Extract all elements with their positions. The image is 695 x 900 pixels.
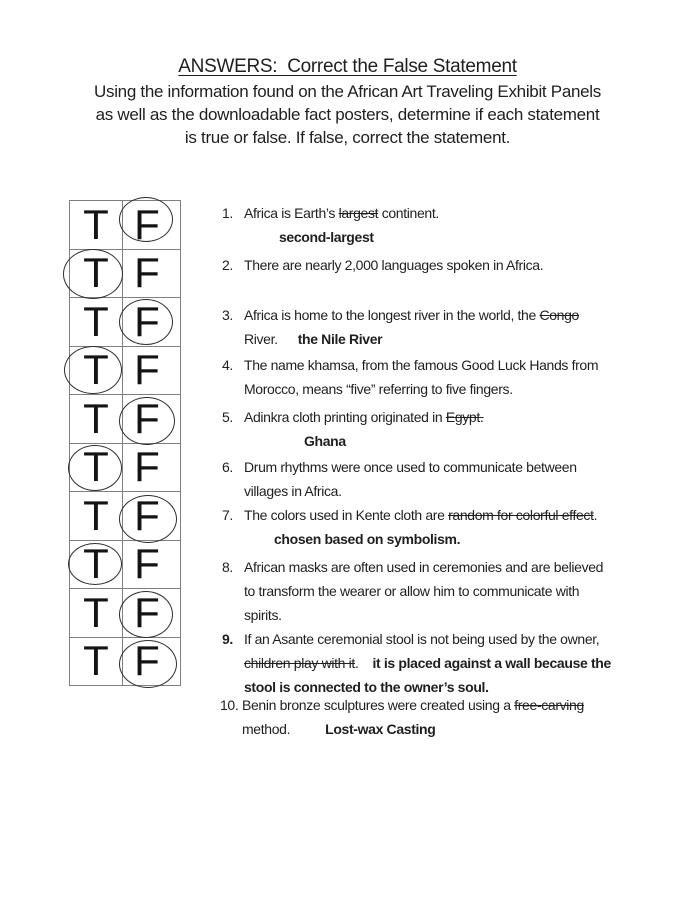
statement-line [244, 405, 690, 429]
correction-text: chosen based on symbolism. [274, 531, 461, 547]
statement-body [244, 503, 690, 551]
struck-text: children play with it [244, 655, 355, 671]
correction-text: Lost-wax Casting [325, 721, 436, 737]
statements-list [220, 201, 690, 741]
statement-line [244, 651, 690, 675]
statement-number: 3. [222, 307, 233, 323]
statement-line [304, 429, 690, 453]
statement-text: Adinkra cloth printing originated in [244, 409, 446, 425]
statement-body [244, 303, 690, 351]
statement [220, 405, 690, 453]
struck-text: largest [338, 205, 379, 221]
statement-text: spirits. [244, 607, 282, 623]
statement-number: 5. [222, 409, 233, 425]
statement [220, 353, 690, 401]
statement [220, 503, 690, 551]
false-cell [123, 541, 181, 590]
instructions-line-3: is true or false. If false, correct the statement. [184, 128, 511, 147]
false-cell [123, 201, 181, 250]
instructions-line-1: Using the information found on the African Art Traveling Exhibit Panels [94, 82, 601, 101]
false-cell [123, 395, 181, 444]
false-label: F [134, 588, 160, 636]
false-cell [123, 347, 181, 396]
answer-row [70, 492, 181, 541]
statement-text: Africa is Earth’s [244, 205, 339, 221]
false-cell [123, 589, 181, 638]
statement-line [242, 693, 690, 717]
answer-row [70, 589, 181, 638]
correction-text: Ghana [304, 433, 346, 449]
false-cell [123, 250, 181, 299]
statement-body [242, 693, 690, 741]
instructions-line-2: as well as the downloadable fact posters, determine if each statement [95, 105, 600, 124]
correction-text: stool is connected to the owner’s soul. [244, 679, 489, 695]
true-label: T [83, 394, 109, 442]
statement-line [244, 503, 690, 527]
statement-text: . [593, 507, 598, 523]
false-label: F [134, 540, 160, 588]
answer-row [70, 250, 181, 299]
statement-text: River. [244, 331, 278, 347]
document-header [0, 53, 695, 149]
statement-body [244, 253, 690, 277]
answer-row [70, 395, 181, 444]
statement [220, 693, 690, 741]
statement-line [244, 555, 690, 579]
false-label: F [134, 200, 160, 248]
false-cell [123, 444, 181, 493]
statement-text: villages in Africa. [244, 483, 342, 499]
statement-line [274, 527, 690, 551]
statement-line [244, 303, 690, 327]
statement-number: 9. [222, 631, 233, 647]
statement-line [244, 603, 690, 627]
false-label: F [134, 637, 160, 685]
statement-line [244, 479, 690, 503]
statement-text: Benin bronze sculptures were created using a [242, 697, 515, 713]
answer-row [70, 444, 181, 493]
statement [220, 555, 690, 627]
statement-text: If an Asante ceremonial stool is not being used by the owner, [244, 631, 600, 647]
statement-number: 7. [222, 507, 233, 523]
true-label: T [83, 346, 109, 394]
false-label: F [134, 491, 160, 539]
false-label: F [134, 346, 160, 394]
true-label: T [83, 637, 109, 685]
true-label: T [83, 588, 109, 636]
statement-text: African masks are often used in ceremonies and are believed [244, 559, 604, 575]
statement-body [244, 353, 690, 401]
statement-text: Africa is home to the longest river in the world, the [244, 307, 540, 323]
statement-line [244, 253, 690, 277]
statement-line [244, 353, 690, 377]
statement [220, 627, 690, 699]
statement [220, 253, 690, 277]
statement-text: method. [242, 721, 291, 737]
true-cell [70, 492, 123, 541]
statement-body [244, 555, 690, 627]
statement-text: The colors used in Kente cloth are [244, 507, 449, 523]
false-cell [123, 638, 181, 687]
false-cell [123, 298, 181, 347]
answer-row [70, 541, 181, 590]
correction-text: the Nile River [297, 331, 383, 347]
statement-line [244, 327, 690, 351]
true-label: T [83, 297, 109, 345]
false-label: F [134, 443, 160, 491]
statement-line [242, 717, 690, 741]
false-label: F [134, 297, 160, 345]
statement-text: There are nearly 2,000 languages spoken in Africa. [244, 257, 544, 273]
statement-number: 1. [222, 205, 233, 221]
true-cell [70, 444, 123, 493]
statement-line [279, 225, 690, 249]
true-cell [70, 541, 123, 590]
answer-row [70, 298, 181, 347]
true-cell [70, 395, 123, 444]
statement-number: 2. [222, 257, 233, 273]
true-label: T [83, 540, 109, 588]
statement [220, 201, 690, 249]
struck-text: random for colorful effect [448, 507, 594, 523]
true-cell [70, 201, 123, 250]
statement-line [244, 627, 690, 651]
statement-text: continent. [378, 205, 439, 221]
answer-grid [69, 200, 181, 686]
struck-text: free-carving [514, 697, 584, 713]
statement-text: Drum rhythms were once used to communicate between [244, 459, 577, 475]
struck-text: Egypt. [445, 409, 484, 425]
false-label: F [134, 394, 160, 442]
statement-line [244, 201, 690, 225]
statement-body [244, 405, 690, 453]
false-cell [123, 492, 181, 541]
statement-number: 10. [220, 697, 239, 713]
true-label: T [83, 249, 109, 297]
statement-number: 8. [222, 559, 233, 575]
correction-text: second-largest [279, 229, 374, 245]
true-label: T [83, 443, 109, 491]
statement [220, 455, 690, 503]
true-cell [70, 589, 123, 638]
true-cell [70, 298, 123, 347]
statement-line [244, 455, 690, 479]
false-label: F [134, 249, 160, 297]
struck-text: Congo [539, 307, 579, 323]
true-cell [70, 250, 123, 299]
true-label: T [83, 491, 109, 539]
answer-row [70, 347, 181, 396]
statement-text: The name khamsa, from the famous Good Luck Hands from [244, 357, 599, 373]
true-label: T [83, 200, 109, 248]
statement-line [244, 377, 690, 401]
statement-text: . [354, 655, 359, 671]
statement-body [244, 627, 690, 699]
statement-line [244, 579, 690, 603]
answer-row [70, 638, 181, 687]
statement-text: Morocco, means “five” referring to five fingers. [244, 381, 513, 397]
statement-text: to transform the wearer or allow him to communicate with [244, 583, 580, 599]
page-title: ANSWERS: Correct the False Statement [178, 56, 517, 77]
answer-row [70, 201, 181, 250]
true-cell [70, 347, 123, 396]
statement-number: 6. [222, 459, 233, 475]
correction-text: it is placed against a wall because the [372, 655, 611, 671]
true-cell [70, 638, 123, 687]
statement [220, 303, 690, 351]
statement-body [244, 201, 690, 249]
statement-number: 4. [222, 357, 233, 373]
statement-body [244, 455, 690, 503]
